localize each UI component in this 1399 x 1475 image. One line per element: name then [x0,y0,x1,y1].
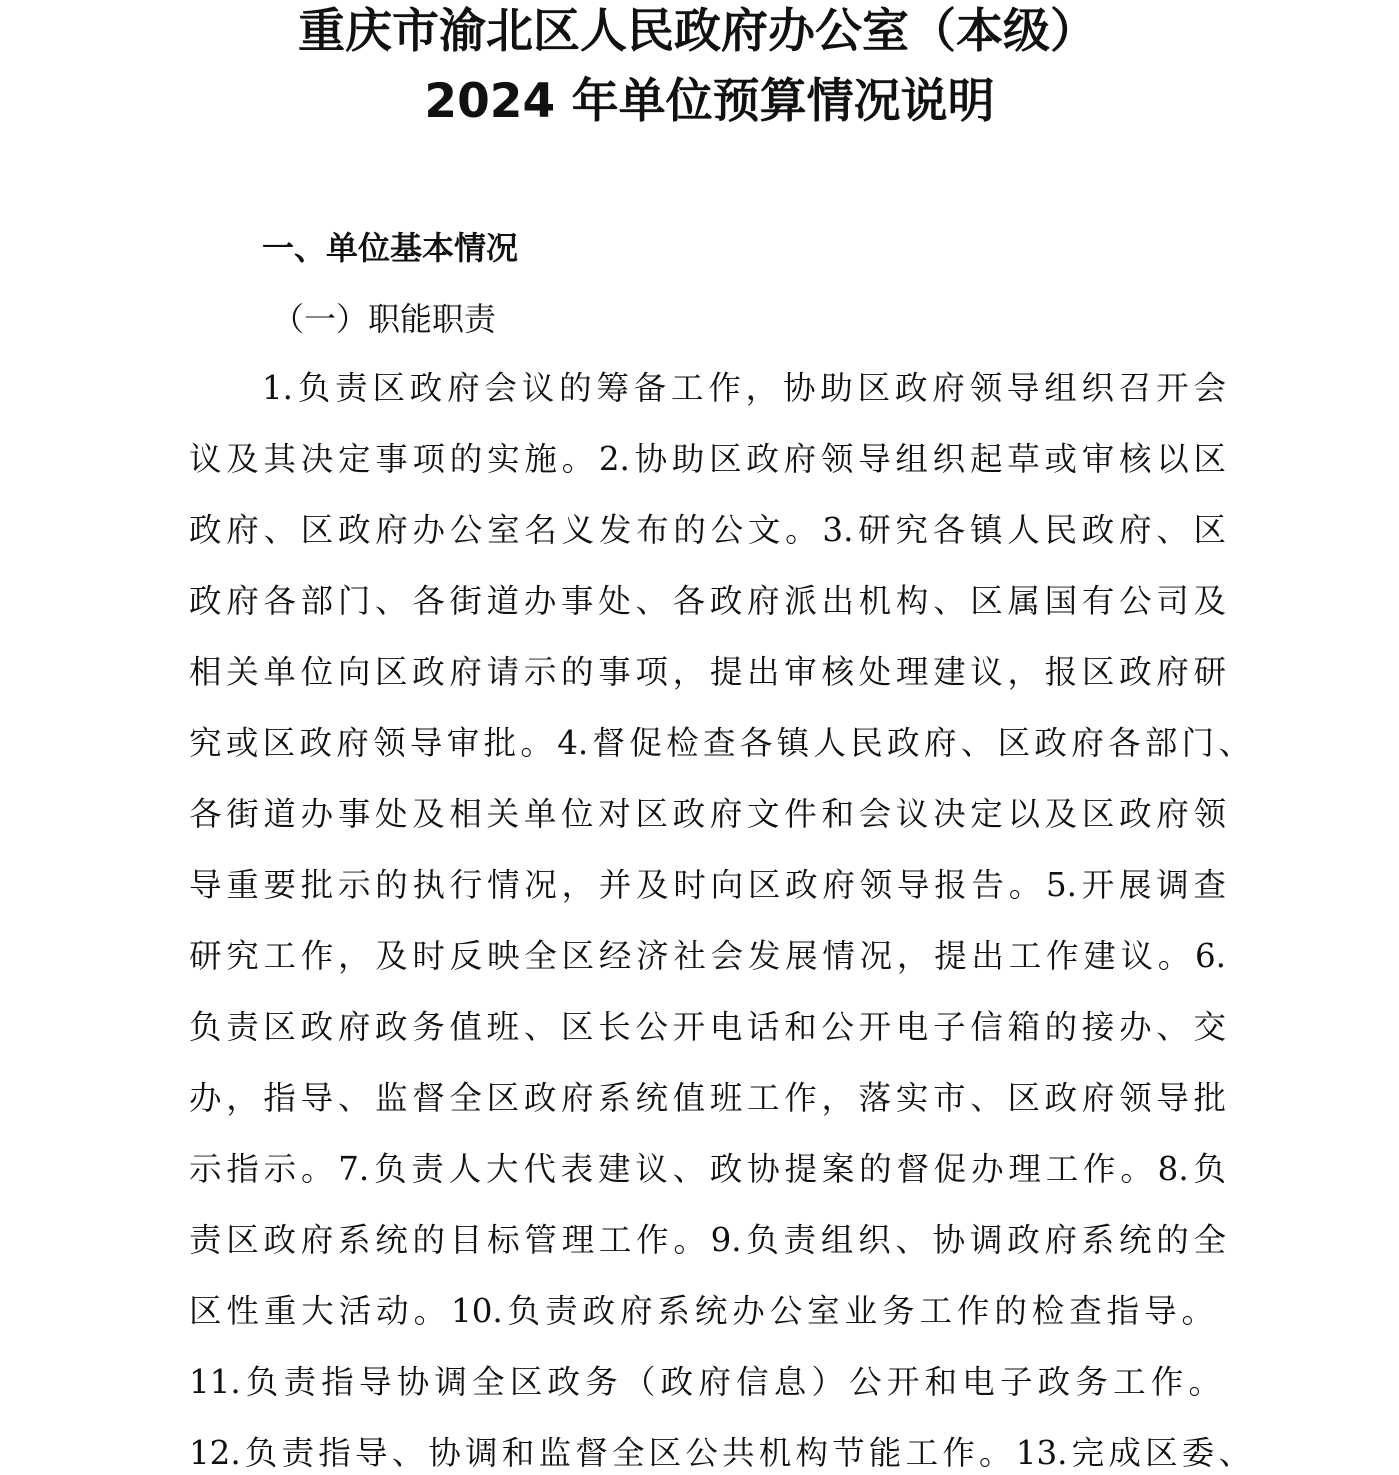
body-line: 各街道办事处及相关单位对区政府文件和会议决定以及区政府领 [189,795,1226,833]
body-line: 研究工作，及时反映全区经济社会发展情况，提出工作建议。6. [189,937,1226,975]
section-heading: 一、单位基本情况 [262,229,519,267]
body-line: 相关单位向区政府请示的事项，提出审核处理建议，报区政府研 [189,653,1226,691]
body-line: 12.负责指导、协调和监督全区公共机构节能工作。13.完成区委、 [189,1434,1251,1472]
body-line: 政府各部门、各街道办事处、各政府派出机构、区属国有公司及 [189,582,1226,620]
body-line: 负责区政府政务值班、区长公开电话和公开电子信箱的接办、交 [189,1008,1226,1046]
body-line: 责区政府系统的目标管理工作。9.负责组织、协调政府系统的全 [189,1221,1226,1259]
body-line: 政府、区政府办公室名义发布的公文。3.研究各镇人民政府、区 [189,511,1226,549]
body-line: 究或区政府领导审批。4.督促检查各镇人民政府、区政府各部门、 [189,724,1251,762]
body-line: 办，指导、监督全区政府系统值班工作，落实市、区政府领导批 [189,1079,1226,1117]
document-title-line-2: 2024 年单位预算情况说明 [424,74,995,129]
body-line: 示指示。7.负责人大代表建议、政协提案的督促办理工作。8.负 [189,1150,1226,1188]
body-line: 议及其决定事项的实施。2.协助区政府领导组织起草或审核以区 [189,440,1226,478]
body-line: 区性重大活动。10.负责政府系统办公室业务工作的检查指导。 [189,1292,1214,1330]
subsection-heading: （一）职能职责 [272,300,497,338]
body-line: 11.负责指导协调全区政务（政府信息）公开和电子政务工作。 [189,1363,1221,1401]
document-title-line-1: 重庆市渝北区人民政府办公室（本级） [298,4,1097,59]
body-line: 导重要批示的执行情况，并及时向区政府领导报告。5.开展调查 [189,866,1226,904]
body-line: 1.负责区政府会议的筹备工作，协助区政府领导组织召开会 [262,369,1226,407]
